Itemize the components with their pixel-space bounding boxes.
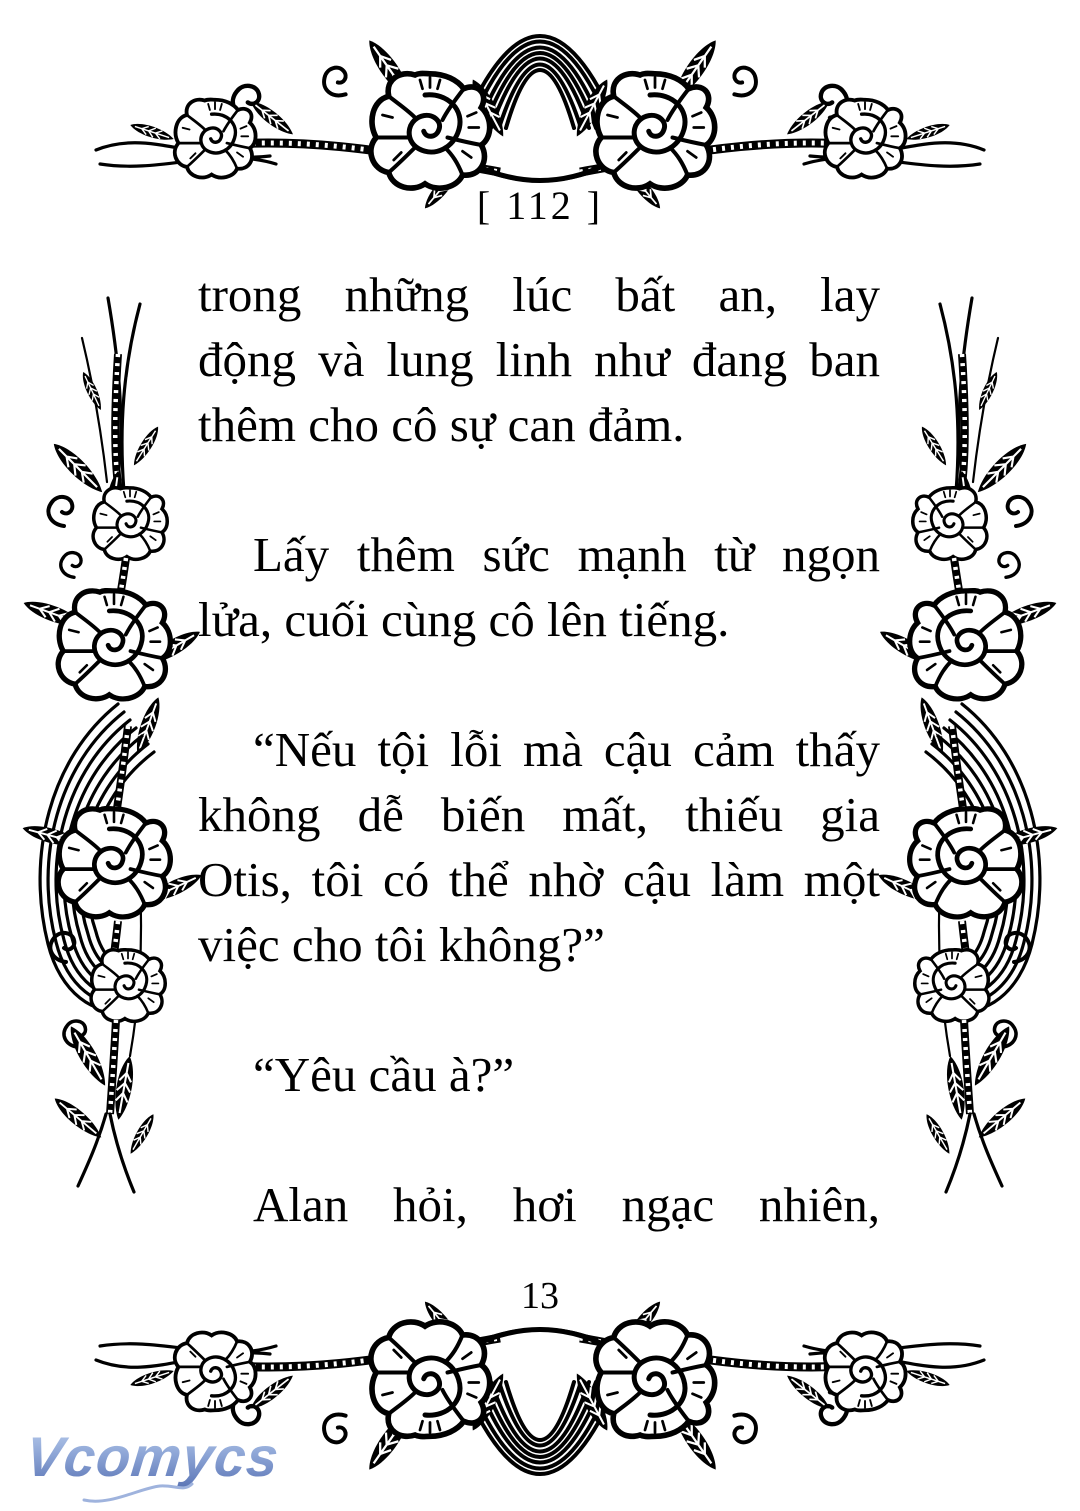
body-line: lửa, cuối cùng cô lên tiếng. — [198, 592, 730, 647]
body-line: Otis, tôi có thể nhờ cậu làm một — [198, 852, 880, 907]
paragraph — [198, 1042, 880, 1107]
body-line: không dễ biến mất, thiếu gia — [198, 787, 880, 842]
top-floral-ornament — [90, 30, 990, 200]
footer-page-number: 13 — [521, 1275, 559, 1317]
body-line: thêm cho cô sự can đảm. — [198, 397, 685, 452]
right-floral-border — [878, 296, 1058, 1196]
header-page-marker: [ 112 ] — [476, 183, 604, 228]
paragraph — [198, 1172, 880, 1237]
paragraph — [198, 717, 880, 977]
watermark-logo: Vcomycs — [22, 1425, 283, 1488]
watermark-flourish-icon — [80, 1478, 200, 1508]
body-line: trong những lúc bất an, lay — [198, 267, 880, 322]
body-line: “Nếu tội lỗi mà cậu cảm thấy — [253, 722, 880, 777]
body-line: “Yêu cầu à?” — [253, 1047, 515, 1102]
left-floral-border — [22, 296, 202, 1196]
body-line: động và lung linh như đang ban — [198, 332, 880, 387]
body-text — [198, 262, 880, 1237]
body-line: việc cho tôi không?” — [198, 917, 605, 972]
paragraph — [198, 262, 880, 457]
rose-vine-icon — [875, 298, 1059, 1192]
body-line: Lấy thêm sức mạnh từ ngọn — [253, 527, 880, 582]
paragraph — [198, 522, 880, 652]
body-line: Alan hỏi, hơi ngạc nhiên, — [253, 1177, 880, 1232]
rose-vine-icon — [21, 298, 205, 1192]
